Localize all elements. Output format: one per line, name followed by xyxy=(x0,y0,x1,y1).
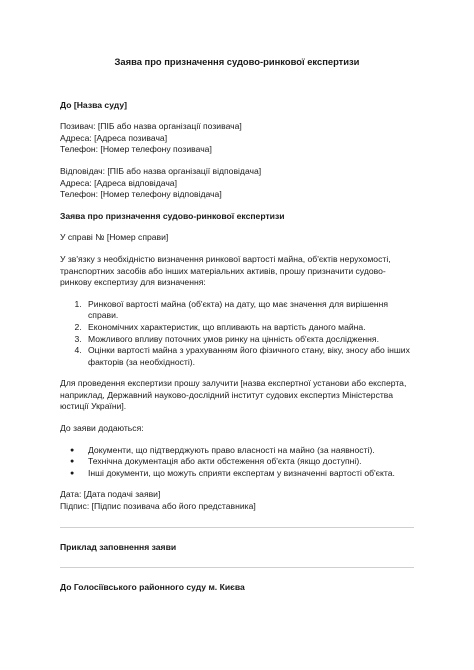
list-item: 1. Ринкової вартості майна (об'єкта) на дату, що має значення для вирішення справи. xyxy=(84,299,414,322)
divider xyxy=(60,567,414,568)
date-line: Дата: [Дата подачі заяви] xyxy=(60,489,161,500)
intro-paragraph: У зв'язку з необхідністю визначення ринкової вартості майна, об'єктів нерухомості, транспортних засобів або інших матеріальних активів, прошу призначити судово-ринкову експертизу для визначення: xyxy=(60,253,391,288)
defendant-phone: Телефон: [Номер телефону відповідача] xyxy=(60,189,222,200)
list-item: ● Технічна документація або акти обстеження об'єкта (якщо доступні). xyxy=(84,456,414,468)
list-item: 4. Оцінки вартості майна з урахуванням його фізичного стану, віку, зносу або інших факторів (за необхідності). xyxy=(84,345,414,368)
example-title: Приклад заповнення заяви xyxy=(60,541,177,552)
plaintiff-address: Адреса: [Адреса позивача] xyxy=(60,132,168,143)
signature-block xyxy=(60,489,414,512)
plaintiff-phone: Телефон: [Номер телефону позивача] xyxy=(60,144,212,155)
document-title: Заява про призначення судово-ринкової експертизи xyxy=(114,56,360,67)
plaintiff-name: Позивач: [ПІБ або назва організації позивача] xyxy=(60,121,242,132)
expert-paragraph: Для проведення експертизи прошу залучити [назва експертної установи або експерта, наприклад, Державний науково-дослідний інститут судових експертиз Міністерства юстиції України]. xyxy=(60,378,407,412)
attachments-label: До заяви додаються: xyxy=(60,423,144,434)
list-item: 2. Економічних характеристик, що впливають на вартість даного майна. xyxy=(84,322,414,334)
signature-line: Підпис: [Підпис позивача або його представника] xyxy=(60,501,256,512)
court-addressee: До [Назва суду] xyxy=(60,99,127,110)
attachments-list xyxy=(60,445,414,480)
example-court: До Голосіївського районного суду м. Києва xyxy=(60,582,245,593)
list-item: 3. Можливого впливу поточних умов ринку на цінність об'єкта дослідження. xyxy=(84,334,414,346)
list-item: ● Документи, що підтверджують право власності на майно (за наявності). xyxy=(84,445,414,457)
case-number: У справі № [Номер справи] xyxy=(60,232,169,243)
list-item: ● Інші документи, що можуть сприяти експертам у визначенні вартості об'єкта. xyxy=(84,468,414,480)
section-title: Заява про призначення судово-ринкової експертизи xyxy=(60,210,285,221)
divider xyxy=(60,527,414,528)
defendant-name: Відповідач: [ПІБ або назва організації відповідача] xyxy=(60,165,262,176)
plaintiff-block xyxy=(60,121,414,156)
defendant-address: Адреса: [Адреса відповідача] xyxy=(60,177,177,188)
defendant-block xyxy=(60,166,414,201)
request-list xyxy=(60,299,414,369)
